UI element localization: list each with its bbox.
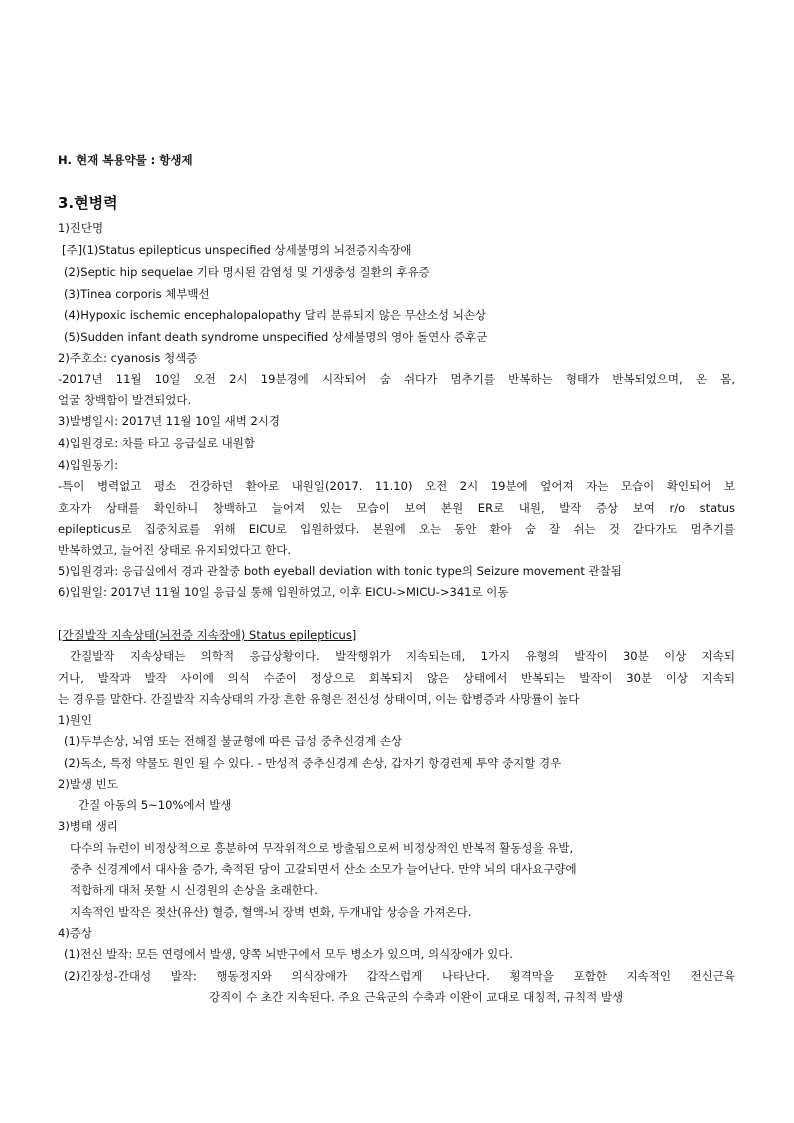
admission-motive-text-2: 호자가 상태를 확인하니 창백하고 늘어져 있는 모습이 보여 본원 ER로 내원, 발작 증상 보여 r/o status xyxy=(58,501,735,515)
section-heading-present-illness: 3.현병력 xyxy=(58,194,118,212)
pathophysiology-heading: 3)병태 생리 xyxy=(58,819,118,833)
symptom-item-1: (1)전신 발작: 모든 연령에서 발생, 양쪽 뇌반구에서 모두 병소가 있으며, 의식장애가 있다. xyxy=(64,947,514,961)
admission-date: 6)입원일: 2017년 11월 10일 응급실 통해 입원하였고, 이후 EICU->MICU->341로 이동 xyxy=(58,585,509,599)
chief-complaint-text-1: -2017년 11월 10일 오전 2시 19분경에 시작되어 숨 쉬다가 멈추기를 반복하는 형태가 반복되었으며, 온 몸, xyxy=(58,372,735,386)
status-epilepticus-heading: [간질발작 지속상태(뇌전증 지속장애) Status epilepticus] xyxy=(58,628,357,642)
definition-text-1: 간질발작 지속상태는 의학적 응급상황이다. 발작행위가 지속되는데, 1가지 유형의 발작이 30분 이상 지속되 xyxy=(70,649,735,663)
pathophysiology-text-3: 적합하게 대처 못할 시 신경원의 손상을 초래한다. xyxy=(70,883,318,897)
admission-motive-text-1: -특이 병력없고 평소 건강하던 환아로 내원일(2017. 11.10) 오전 2시 19분에 엎어져 자는 모습이 확인되어 보 xyxy=(58,479,735,493)
pathophysiology-text-2: 중추 신경계에서 대사율 증가, 축적된 당이 고갈되면서 산소 소모가 늘어난다. 만약 뇌의 대사요구량에 xyxy=(70,862,577,876)
admission-route: 4)입원경로: 차를 타고 응급실로 내원함 xyxy=(58,436,255,450)
diagnosis-item-5: (5)Sudden infant death syndrome unspecified 상세불명의 영아 돌연사 증후군 xyxy=(64,330,488,344)
diagnosis-item-2: (2)Septic hip sequelae 기타 명시된 감염성 및 기생충성 질환의 후유증 xyxy=(64,265,430,279)
pathophysiology-text-1: 다수의 뉴런이 비정상적으로 흥분하여 무작위적으로 방출됨으로써 비정상적인 반복적 활동성을 유발, xyxy=(70,841,574,855)
cause-item-2: (2)독소, 특정 약물도 원인 될 수 있다. - 만성적 중추신경계 손상, 갑자기 항경련제 투약 중지할 경우 xyxy=(64,756,562,770)
cause-heading: 1)원인 xyxy=(58,713,93,727)
chief-complaint-text-2: 얼굴 창백함이 발견되었다. xyxy=(58,393,192,407)
onset-date: 3)발병일시: 2017년 11월 10일 새벽 2시경 xyxy=(58,414,281,428)
admission-motive-heading: 4)입원동기: xyxy=(58,458,119,472)
definition-text-2: 거나, 발작과 발작 사이에 의식 수준이 정상으로 회복되지 않은 상태에서 반복되는 발작이 30분 이상 지속되 xyxy=(58,671,735,685)
incidence-heading: 2)발생 빈도 xyxy=(58,777,118,791)
diagnosis-item-4: (4)Hypoxic ischemic encephalopalopathy 달리 분류되지 않은 무산소성 뇌손상 xyxy=(64,308,487,322)
admission-motive-text-4: 반복하였고, 늘어진 상태로 유지되었다고 한다. xyxy=(58,543,292,557)
symptoms-heading: 4)증상 xyxy=(58,926,93,940)
admission-motive-text-3: epilepticus로 집중치료를 위해 EICU로 입원하였다. 본원에 오는 동안 환아 숨 잘 쉬는 것 같다가도 멈추기를 xyxy=(58,522,735,536)
incidence-text: 간질 아동의 5~10%에서 발생 xyxy=(78,798,232,812)
definition-text-3: 는 경우를 말한다. 간질발작 지속상태의 가장 흔한 유형은 전신성 상태이며, 이는 합병증과 사망률이 높다 xyxy=(58,692,580,706)
diagnosis-item-3: (3)Tinea corporis 체부백선 xyxy=(64,287,210,301)
current-medication-line: H. 현재 복용약물 : 항생제 xyxy=(58,153,193,167)
diagnosis-heading: 1)진단명 xyxy=(58,221,104,235)
chief-complaint-heading: 2)주호소: cyanosis 청색증 xyxy=(58,351,198,365)
admission-course: 5)입원경과: 응급실에서 경과 관찰중 both eyeball deviation with tonic type의 Seizure movement 관찰됨 xyxy=(58,564,622,578)
diagnosis-item-1: [주](1)Status epilepticus unspecified 상세불명의 뇌전증지속장애 xyxy=(62,243,412,257)
symptom-item-2: (2)긴장성-간대성 발작: 행동정지와 의식장애가 갑작스럽게 나타난다. 횡격막을 포함한 지속적인 전신근육 xyxy=(64,969,735,983)
cause-item-1: (1)두부손상, 뇌염 또는 전해질 불균형에 따른 급성 중추신경계 손상 xyxy=(64,734,403,748)
symptom-item-2-continued: 강직이 수 초간 지속된다. 주요 근육군의 수축과 이완이 교대로 대칭적, 규칙적 발생 xyxy=(209,990,624,1004)
pathophysiology-text-4: 지속적인 발작은 젖산(유산) 혈증, 혈액-뇌 장벽 변화, 두개내압 상승을 가져온다. xyxy=(70,905,472,919)
